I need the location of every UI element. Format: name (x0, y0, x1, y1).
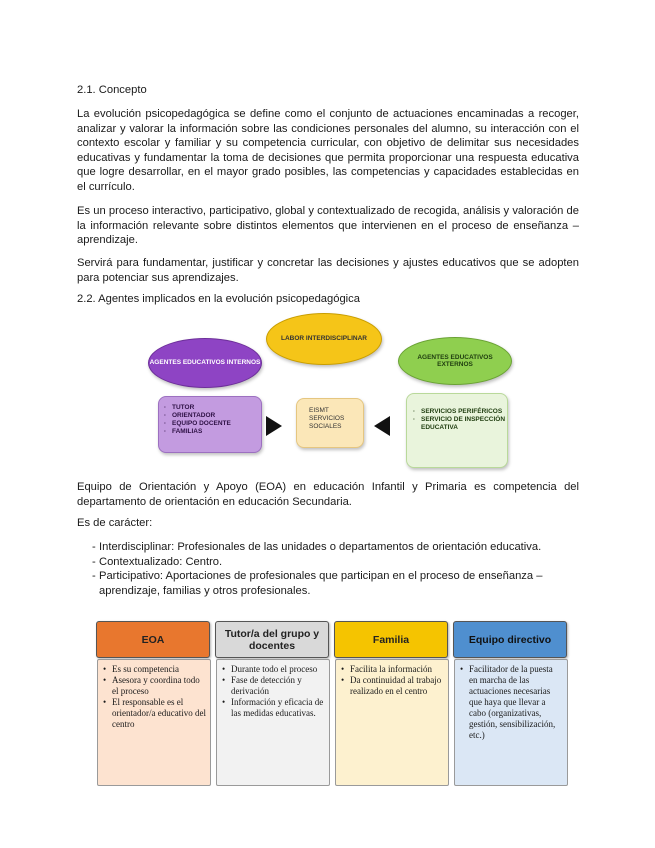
column-item: • Información y eficacia de las medidas educativas. (221, 697, 325, 719)
column-item: • El responsable es el orientador/a educativo del centro (102, 697, 206, 730)
column-body (335, 659, 449, 786)
paragraph-finalidad: Servirá para fundamentar, justificar y concretar las decisiones y ajustes educativos que se adopten para potenciar sus aprendizajes. (77, 257, 579, 284)
box-item: · TUTOR (162, 404, 261, 412)
column-familia (334, 621, 448, 784)
box-item: · SERVICIO DE INSPECCIÓN EDUCATIVA (411, 416, 507, 432)
box-line: EISMT (309, 407, 329, 414)
list-item: - Contextualizado: Centro. (77, 555, 579, 570)
oval-agentes-externos: AGENTES EDUCATIVOS EXTERNOS (398, 337, 512, 385)
arrow-right-icon (266, 416, 282, 436)
caracter-heading: Es de carácter: (77, 517, 153, 529)
column-eoa (96, 621, 210, 784)
section-heading-concepto: 2.1. Concepto (77, 84, 147, 96)
list-item: - Participativo: Aportaciones de profesionales que participan en el proceso de enseñanza – aprendizaje, familias y otros profesionales. (77, 569, 579, 598)
box-agentes-externos (406, 393, 508, 468)
box-item: · ORIENTADOR (162, 412, 261, 420)
box-item: · FAMILIAS (162, 428, 261, 436)
column-item: • Facilitador de la puesta en marcha de las actuaciones necesarias que haya que llevar a cabo (organizativas, gestión, sensibilización, etc.) (459, 664, 563, 741)
column-item: • Facilita la información (340, 664, 444, 675)
column-body (454, 659, 568, 786)
column-body (216, 659, 330, 786)
column-header: Tutor/a del grupo y docentes (215, 621, 329, 658)
box-centro (296, 398, 364, 448)
column-header: Familia (334, 621, 448, 658)
column-item: • Durante todo el proceso (221, 664, 325, 675)
column-item: • Fase de detección y derivación (221, 675, 325, 697)
oval-agentes-internos: AGENTES EDUCATIVOS INTERNOS (148, 338, 262, 388)
column-tutor (215, 621, 329, 784)
column-equipo-directivo (453, 621, 567, 784)
paragraph-proceso: Es un proceso interactivo, participativo, global y contextualizado de recogida, análisis y valoración de la información relevante sobre distintos elementos que intervienen en el proceso de enseñanza – aprendizaje. (77, 205, 579, 247)
box-item: · EQUIPO DOCENTE (162, 420, 261, 428)
box-agentes-internos (158, 396, 262, 453)
column-item: • Es su competencia (102, 664, 206, 675)
box-line: SERVICIOS (309, 415, 345, 422)
arrow-left-icon (374, 416, 390, 436)
column-item: • Asesora y coordina todo el proceso (102, 675, 206, 697)
box-line: SOCIALES (309, 423, 342, 430)
list-item: - Interdisciplinar: Profesionales de las unidades o departamentos de orientación educativa. (77, 540, 579, 555)
section-heading-agentes: 2.2. Agentes implicados en la evolución psicopedagógica (77, 293, 360, 305)
column-header: EOA (96, 621, 210, 658)
paragraph-eoa: Equipo de Orientación y Apoyo (EOA) en educación Infantil y Primaria es competencia del departamento de orientación en educación Secundaria. (77, 481, 579, 508)
column-item: • Da continuidad al trabajo realizado en el centro (340, 675, 444, 697)
caracter-list (77, 540, 579, 598)
oval-labor-interdisciplinar: LABOR INTERDISCIPLINAR (266, 313, 382, 365)
column-body (97, 659, 211, 786)
column-header: Equipo directivo (453, 621, 567, 658)
box-item: · SERVICIOS PERIFÉRICOS (411, 408, 507, 416)
paragraph-definicion: La evolución psicopedagógica se define como el conjunto de actuaciones encaminadas a recoger, analizar y valorar la información sobre las condiciones personales del alumno, su interacción con el contexto escolar y familiar y su competencia curricular, con objetivo de delimitar sus necesidades educativas y fundamentar la toma de decisiones que permita proporcionar una respuesta educativa que logre desarrollar, en el mayor grado posibles, las competencias y capacidades establecidas en el currículo. (77, 108, 579, 193)
